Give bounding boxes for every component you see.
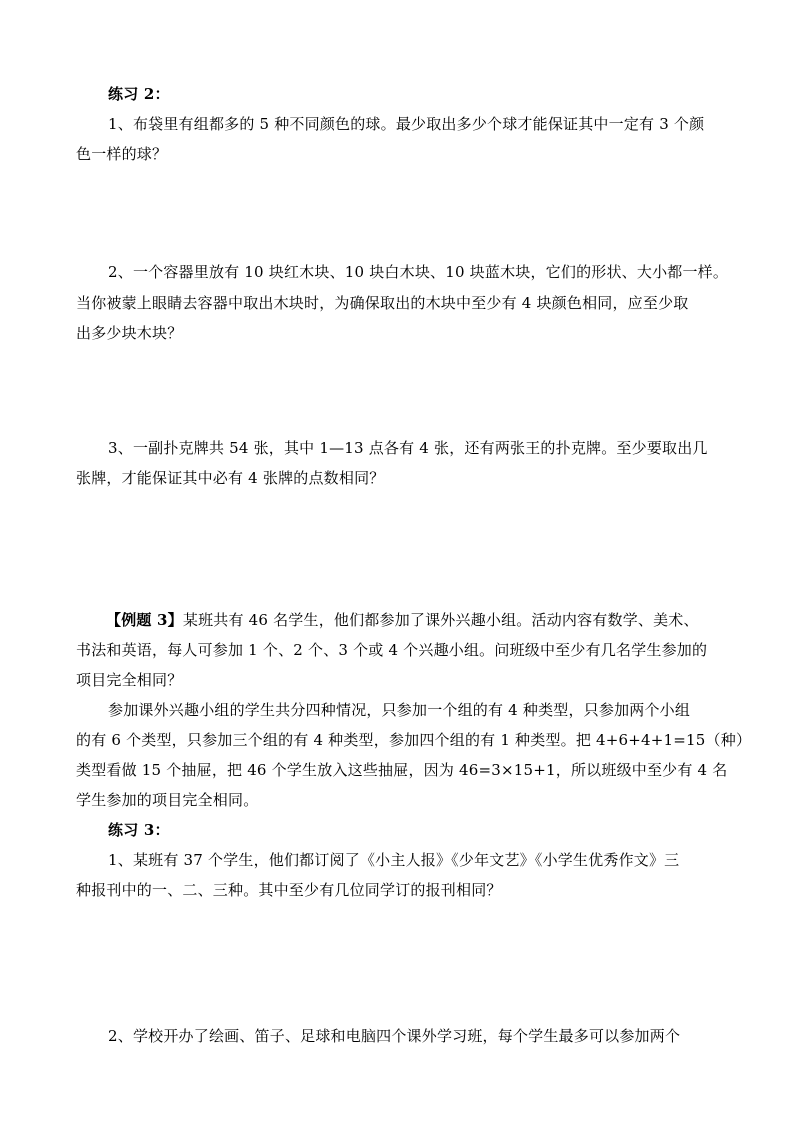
example3-line3: 项目完全相同？ [76,671,183,689]
example3-line1-text: 某班共有 46 名学生，他们都参加了课外兴趣小组。活动内容有数学、美术、 [182,611,699,629]
practice2-q2-line2: 当你被蒙上眼睛去容器中取出木块时，为确保取出的木块中至少有 4 块颜色相同，应至少取 [76,294,689,312]
practice3-q1-line2: 种报刊中的一、二、三种。其中至少有几位同学订的报刊相同？ [76,881,502,899]
practice3-q2-line1: 2、学校开办了绘画、笛子、足球和电脑四个课外学习班，每个学生最多可以参加两个 [108,1027,681,1045]
example3-line2: 书法和英语，每人可参加 1 个、2 个、3 个或 4 个兴趣小组。问班级中至少有几名学生参加的 [76,641,708,659]
practice2-q1-line2: 色一样的球？ [76,145,168,163]
practice2-q2-line1: 2、一个容器里放有 10 块红木块、10 块白木块、10 块蓝木块，它们的形状、大小都一样。 [108,263,729,281]
practice2-q3-line2: 张牌，才能保证其中必有 4 张牌的点数相同？ [76,469,385,487]
example3-line1 [106,605,751,635]
example3-solution-line3: 类型看做 15 个抽屉，把 46 个学生放入这些抽屉，因为 46=3×15+1，所以班级中至少有 4 名 [76,761,728,779]
example3-solution-line4: 学生参加的项目完全相同。 [76,791,259,809]
example3-solution-line1: 参加课外兴趣小组的学生共分四种情况，只参加一个组的有 4 种类型，只参加两个小组 [108,701,691,719]
practice2-q2-line3: 出多少块木块？ [76,324,183,342]
practice2-heading: 练习 2： [108,85,170,103]
practice3-q1-line1: 1、某班有 37 个学生，他们都订阅了《小主人报》《少年文艺》《小学生优秀作文》三 [108,851,680,869]
practice3-heading: 练习 3： [108,821,170,839]
practice2-q1-line1: 1、布袋里有组都多的 5 种不同颜色的球。最少取出多少个球才能保证其中一定有 3 个颜 [108,115,705,133]
example3-solution-line2: 的有 6 个类型，只参加三个组的有 4 种类型，参加四个组的有 1 种类型。把 4+6+4+1=15（种） [76,731,752,749]
example3-tag: 【例题 3】 [106,611,183,629]
practice2-q3-line1: 3、一副扑克牌共 54 张，其中 1—13 点各有 4 张，还有两张王的扑克牌。至少要取出几 [108,439,708,457]
